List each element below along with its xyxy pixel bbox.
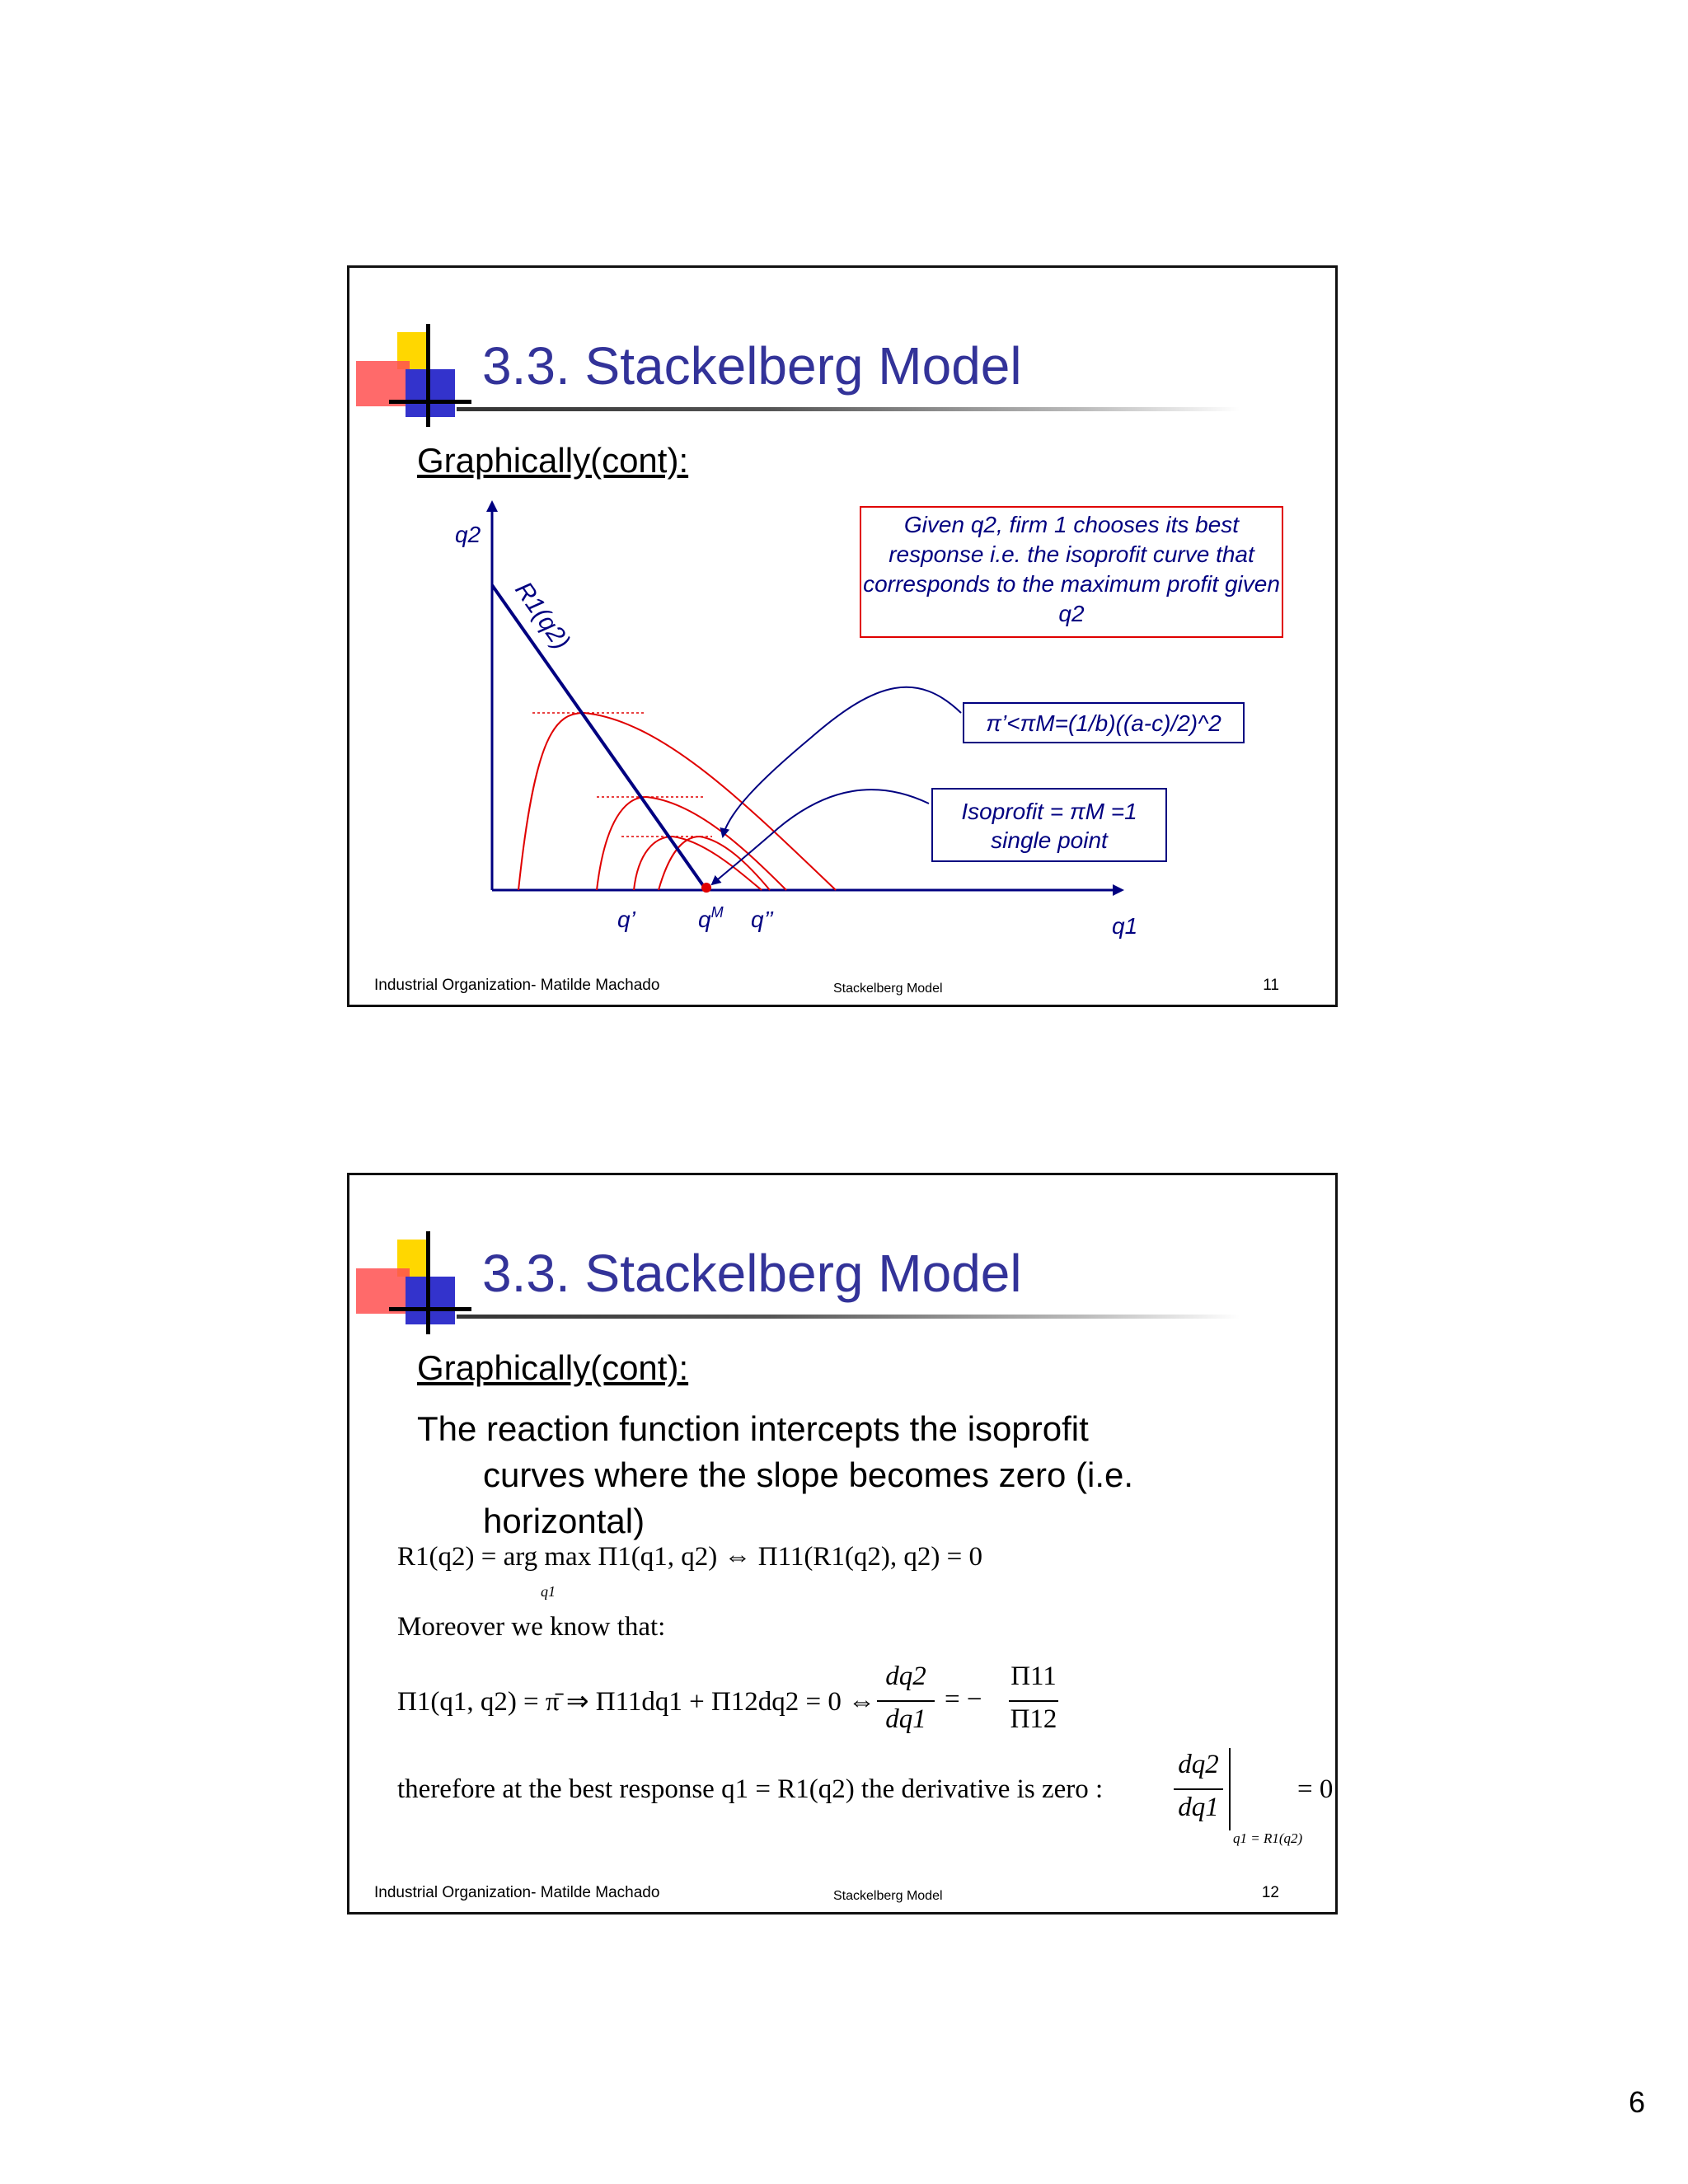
fraction-bar-3 — [1174, 1788, 1223, 1790]
fraction-dq1-denominator: dq1 — [885, 1704, 926, 1734]
footer-topic: Stackelberg Model — [833, 1889, 943, 1903]
equation-total-differential: Π1(q1, q2) = π̄ ⇒ Π11dq1 + Π12dq2 = 0 ⇔ — [397, 1687, 876, 1717]
tick-label-q-prime: q’ — [617, 907, 635, 932]
evaluation-subscript: q1 = R1(q2) — [1233, 1830, 1303, 1846]
footer-author: Industrial Organization- Matilde Machado — [374, 977, 660, 994]
tick-label-qm: $q^M$ — [698, 904, 724, 932]
body-line-1: The reaction function intercepts the isoprofit — [417, 1409, 1089, 1448]
fraction-bar-2 — [1009, 1700, 1058, 1702]
x-axis-label: q1 — [1112, 913, 1138, 939]
stackelberg-figure — [349, 268, 1338, 1007]
slide-subtitle: Graphically(cont): — [417, 441, 689, 480]
body-line-2: curves where the slope becomes zero (i.e. — [483, 1455, 1134, 1494]
fraction-bar-1 — [877, 1700, 935, 1702]
isoprofit-curve-middle — [634, 837, 762, 890]
evaluation-bar — [1229, 1748, 1231, 1830]
footer-topic: Stackelberg Model — [833, 982, 943, 996]
fraction-dq1-denominator-2: dq1 — [1178, 1793, 1219, 1822]
callout-lower-text-line1: Isoprofit = πM =1 — [961, 799, 1137, 824]
fraction-dq2-numerator: dq2 — [885, 1661, 926, 1691]
equation-best-response-text: therefore at the best response q1 = R1(q2) the derivative is zero : — [397, 1774, 1104, 1804]
fraction-pi11-numerator: Π11 — [1010, 1661, 1057, 1691]
fraction-pi12-denominator: Π12 — [1010, 1704, 1057, 1734]
equation-argmax-subscript: q1 — [541, 1583, 556, 1600]
monopoly-point — [701, 883, 711, 893]
note-box-text: Given q2, firm 1 chooses its best response i.e. the isoprofit curve that corresponds to the maximum profit given q2 — [863, 512, 1280, 626]
tick-label-q-double-prime: q’’ — [751, 907, 773, 932]
slide-11 — [347, 265, 1338, 1007]
slide-12 — [347, 1173, 1338, 1915]
reaction-function-label: R1(q2) — [509, 577, 575, 655]
callout-lower-text-line2: single point — [991, 827, 1108, 853]
equation-equals-minus: = − — [945, 1685, 982, 1714]
body-paragraph — [417, 1406, 1282, 1544]
slide-title: 3.3. Stackelberg Model — [482, 336, 1022, 396]
footer-slide-number: 12 — [1261, 1884, 1279, 1901]
page-number: 6 — [1628, 2085, 1645, 2119]
slide-title: 3.3. Stackelberg Model — [482, 1244, 1022, 1303]
footer-slide-number: 11 — [1263, 977, 1279, 994]
y-axis-label: q2 — [455, 522, 481, 547]
y-axis-arrow-icon — [486, 500, 498, 512]
callout-upper-text: π’<πM=(1/b)((a-c)/2)^2 — [986, 710, 1221, 736]
title-divider — [457, 1315, 1240, 1319]
equation-reaction-function: R1(q2) = arg max Π1(q1, q2) ⇔ Π11(R1(q2), q2) = 0 — [397, 1542, 982, 1572]
footer-author: Industrial Organization- Matilde Machado — [374, 1884, 660, 1901]
moreover-text: Moreover we know that: — [397, 1612, 666, 1642]
fraction-dq2-numerator-2: dq2 — [1178, 1750, 1219, 1779]
body-line-3: horizontal) — [483, 1502, 645, 1540]
slide-logo-icon — [356, 1231, 471, 1338]
callout-upper-arrow — [723, 687, 961, 837]
x-axis-arrow-icon — [1113, 884, 1124, 896]
equation-equals-zero: = 0 — [1297, 1774, 1334, 1804]
isoprofit-curve-outer — [518, 713, 836, 890]
slide-subtitle: Graphically(cont): — [417, 1348, 689, 1387]
